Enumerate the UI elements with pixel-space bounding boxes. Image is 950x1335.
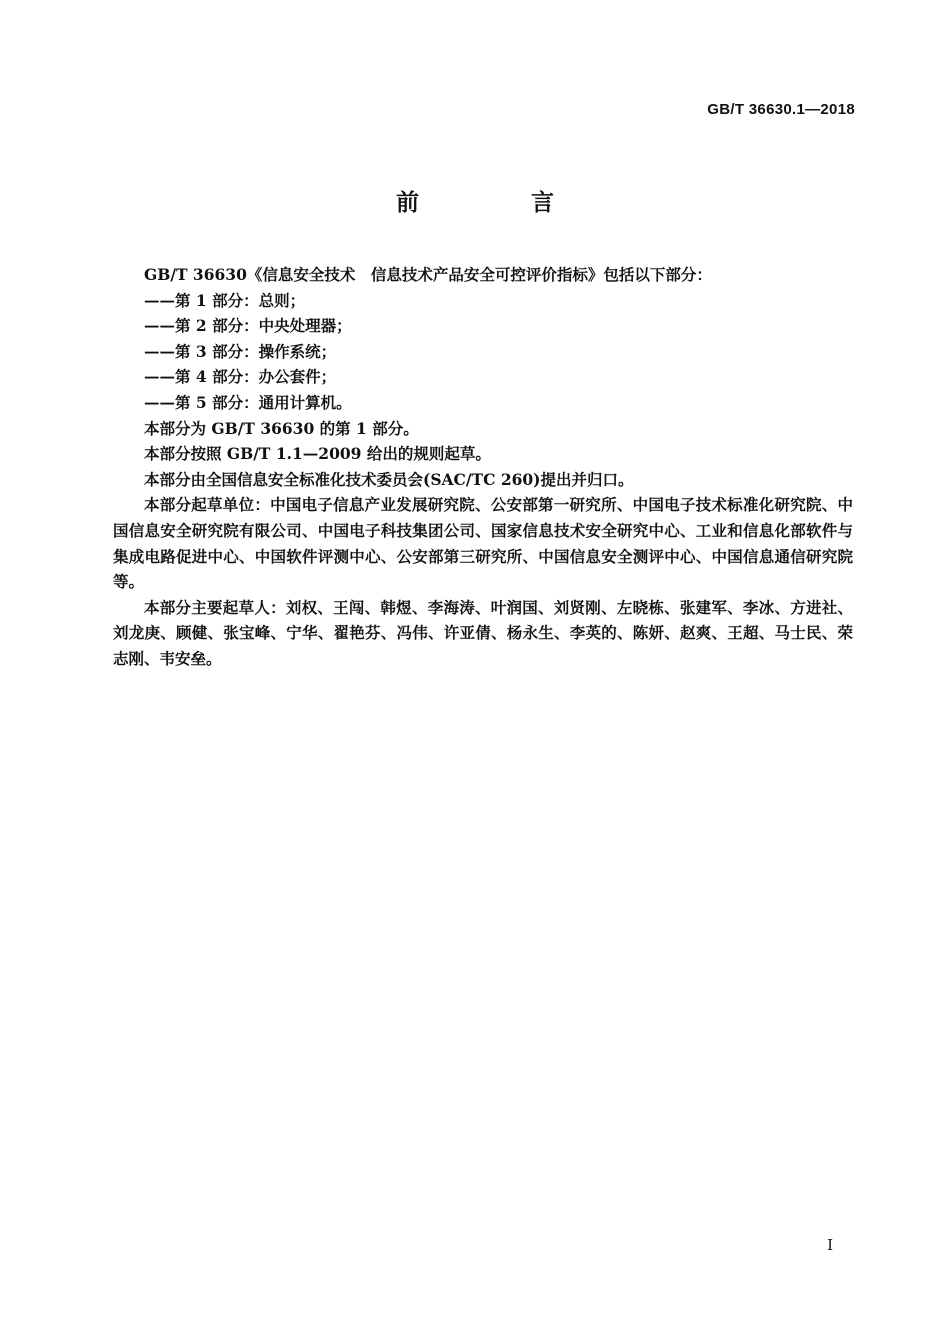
- list-item: ——第 4 部分：办公套件；: [144, 367, 337, 387]
- list-item: ——第 3 部分：操作系统；: [144, 341, 337, 361]
- list-item: ——第 1 部分：总则；: [144, 290, 306, 310]
- page-number: I: [827, 1236, 833, 1254]
- standard-code: GB/T 36630.1—2018: [707, 101, 855, 118]
- paragraph: 本部分由全国信息安全标准化技术委员会(SAC/TC 260)提出并归口。: [144, 469, 634, 489]
- list-item: ——第 2 部分：中央处理器；: [144, 316, 352, 336]
- paragraph: 本部分为 GB/T 36630 的第 1 部分。: [144, 418, 419, 438]
- list-item: ——第 5 部分：通用计算机。: [144, 392, 352, 412]
- foreword-body: [113, 262, 853, 672]
- intro-paragraph: GB/T 36630《信息安全技术 信息技术产品安全可控评价指标》包括以下部分：: [144, 265, 712, 284]
- paragraph: 本部分按照 GB/T 1.1—2009 给出的规则起草。: [144, 444, 491, 464]
- drafters-paragraph: 本部分主要起草人：刘权、王闯、韩煜、李海涛、叶润国、刘贤刚、左晓栋、张建军、李冰、方进社、刘龙庚、顾健、张宝峰、宁华、翟艳芬、冯伟、许亚倩、杨永生、李英的、陈妍、赵爽、王超、马士民、荣志刚、韦安垒。: [113, 597, 853, 668]
- page-title: 前 言: [395, 190, 606, 216]
- drafting-units-paragraph: 本部分起草单位：中国电子信息产业发展研究院、公安部第一研究所、中国电子技术标准化研究院、中国信息安全研究院有限公司、中国电子科技集团公司、国家信息技术安全研究中心、工业和信息化部软件与集成电路促进中心、中国软件评测中心、公安部第三研究所、中国信息安全测评中心、中国信息通信研究院等。: [113, 495, 853, 592]
